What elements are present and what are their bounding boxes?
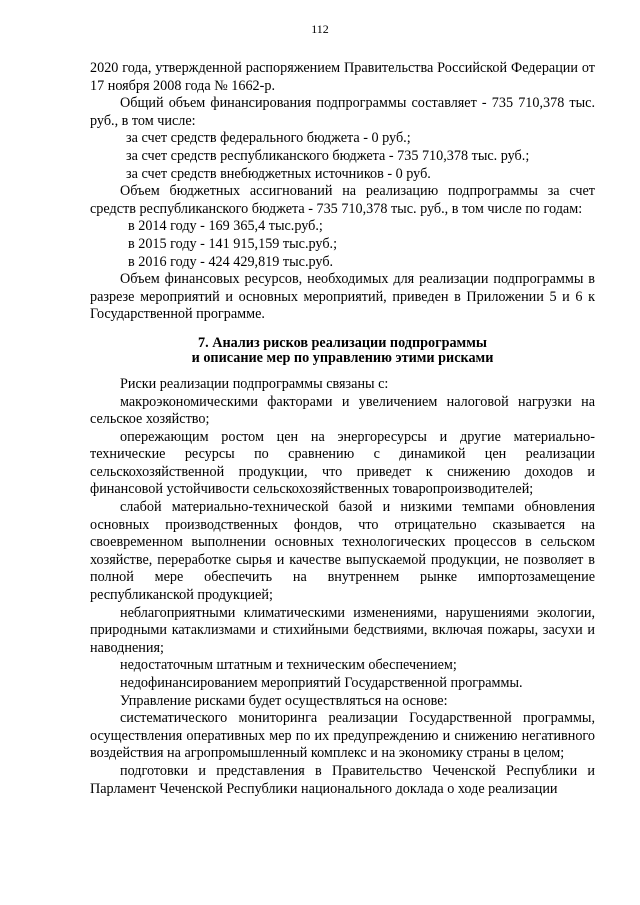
paragraph: слабой материально-технической базой и низкими темпами обновления основных производственных фондов, что отрицательно сказывается на своевременном выполнении основных технологических процессов в сельском хозяйстве, переработке сырья и качестве выпускаемой продукции, не позволяет в полной мере обеспечить на внутреннем рынке импортозамещение республиканской продукцией; <box>90 499 595 604</box>
section-heading-line-1: 7. Анализ рисков реализации подпрограммы <box>198 334 487 351</box>
section-heading-line-2: и описание мер по управлению этими рисками <box>191 350 494 367</box>
paragraph: 2020 года, утвержденной распоряжением Правительства Российской Федерации от 17 ноября 2008 года № 1662-р. <box>90 60 595 94</box>
paragraph: в 2015 году - 141 915,159 тыс.руб.; <box>128 235 338 252</box>
paragraph: недофинансированием мероприятий Государственной программы. <box>120 675 523 691</box>
paragraph: в 2014 году - 169 365,4 тыс.руб.; <box>128 218 323 235</box>
paragraph: Риски реализации подпрограммы связаны с: <box>120 375 389 392</box>
section-heading <box>90 336 595 367</box>
document-body <box>90 60 595 798</box>
paragraph: макроэкономическими факторами и увеличением налоговой нагрузки на сельское хозяйство; <box>90 393 595 428</box>
paragraph: Управление рисками будет осуществляться на основе: <box>120 692 448 709</box>
financing-section <box>90 60 595 324</box>
paragraph: в 2016 году - 424 429,819 тыс.руб. <box>128 253 334 270</box>
page-number: 112 <box>311 22 329 36</box>
paragraph: опережающим ростом цен на энергоресурсы и другие материально-технические ресурсы по сравнению с динамикой цен реализации сельскохозяйственной продукции, что приведет к снижению доходов и финансовой устойчивости сельскохозяйственных товаропроизводителей; <box>90 428 595 498</box>
paragraph: за счет средств республиканского бюджета - 735 710,378 тыс. руб.; <box>126 147 530 164</box>
paragraph: Объем бюджетных ассигнований на реализацию подпрограммы за счет средств республиканского бюджета - 735 710,378 тыс. руб., в том числе по годам: <box>90 183 595 217</box>
paragraph: неблагоприятными климатическими изменениями, нарушениями экологии, природными катаклизмами и стихийными бедствиями, включая пожары, засухи и наводнения; <box>90 604 595 656</box>
paragraph: Общий объем финансирования подпрограммы составляет - 735 710,378 тыс. руб., в том числе: <box>90 95 595 129</box>
paragraph: Объем финансовых ресурсов, необходимых для реализации подпрограммы в разрезе мероприятий и основных мероприятий, приведен в Приложении 5 и 6 к Государственной программе. <box>90 271 595 323</box>
paragraph: подготовки и представления в Правительство Чеченской Республики и Парламент Чеченской Республики национального доклада о ходе реализации <box>90 762 595 797</box>
risks-section <box>90 376 595 798</box>
paragraph: систематического мониторинга реализации Государственной программы, осуществления оперативных мер по их предупреждению и снижению негативного воздействия на агропромышленный комплекс и на экономику страны в целом; <box>90 710 595 762</box>
paragraph: за счет средств федерального бюджета - 0 руб.; <box>126 130 411 147</box>
paragraph: недостаточным штатным и техническим обеспечением; <box>120 657 457 674</box>
paragraph: за счет средств внебюджетных источников - 0 руб. <box>126 165 431 182</box>
